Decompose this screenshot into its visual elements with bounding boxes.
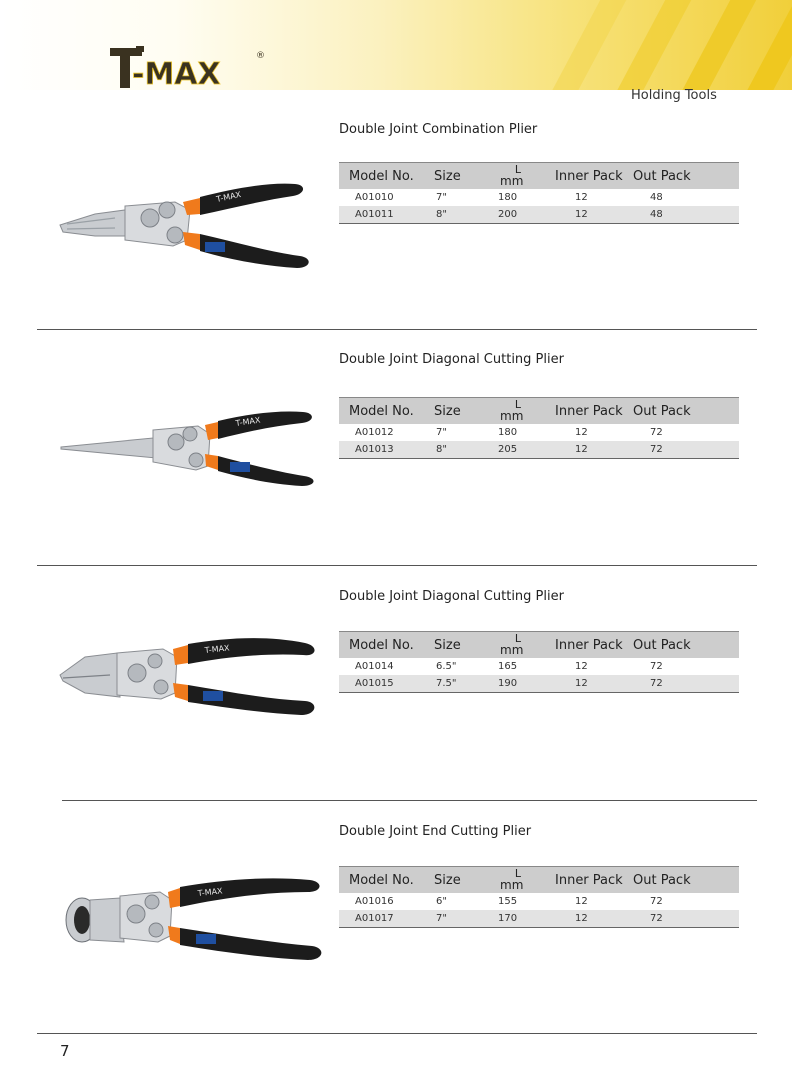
cell-inner-pack: 12 bbox=[575, 209, 588, 220]
spec-table-header bbox=[339, 397, 739, 424]
header-length-unit: mm bbox=[500, 878, 524, 892]
cell-model: A01012 bbox=[355, 427, 394, 438]
cell-size: 6.5" bbox=[436, 661, 457, 672]
header-length-symbol: L bbox=[514, 163, 522, 176]
spec-table-header bbox=[339, 866, 739, 893]
brand-logo bbox=[108, 44, 268, 92]
spec-table bbox=[339, 397, 739, 459]
section-title: Holding Tools bbox=[631, 88, 717, 103]
cell-inner-pack: 12 bbox=[575, 192, 588, 203]
product-title: Double Joint Combination Plier bbox=[339, 122, 538, 137]
cell-model: A01011 bbox=[355, 209, 394, 220]
handle-cert-badge bbox=[203, 691, 223, 701]
logo-text: -MAX bbox=[132, 57, 221, 92]
combination-plier-image bbox=[55, 180, 320, 275]
table-bottom-rule bbox=[339, 927, 739, 928]
header-inner-pack: Inner Pack bbox=[555, 873, 623, 888]
table-row bbox=[339, 424, 739, 441]
table-bottom-rule bbox=[339, 458, 739, 459]
handle-brand-mark: T-MAX bbox=[197, 886, 223, 898]
header-out-pack: Out Pack bbox=[633, 404, 691, 419]
header-length-symbol: L bbox=[514, 632, 522, 645]
cell-length: 180 bbox=[498, 427, 518, 438]
cell-inner-pack: 12 bbox=[575, 896, 588, 907]
cell-out-pack: 72 bbox=[650, 427, 663, 438]
table-bottom-rule bbox=[339, 692, 739, 693]
spec-table-header bbox=[339, 631, 739, 658]
cell-length: 200 bbox=[498, 209, 518, 220]
section-divider bbox=[37, 329, 757, 330]
table-row bbox=[339, 441, 739, 458]
header-model: Model No. bbox=[349, 404, 414, 419]
section-divider bbox=[37, 1033, 757, 1034]
cell-out-pack: 48 bbox=[650, 192, 663, 203]
handle-brand-mark: T-MAX bbox=[235, 415, 261, 428]
product-title: Double Joint Diagonal Cutting Plier bbox=[339, 589, 564, 604]
cell-out-pack: 72 bbox=[650, 896, 663, 907]
header-length-unit: mm bbox=[500, 643, 524, 657]
cell-length: 155 bbox=[498, 896, 518, 907]
header-model: Model No. bbox=[349, 169, 414, 184]
cell-length: 205 bbox=[498, 444, 518, 455]
header-size: Size bbox=[434, 169, 461, 184]
cell-model: A01013 bbox=[355, 444, 394, 455]
header-model: Model No. bbox=[349, 638, 414, 653]
cell-length: 180 bbox=[498, 192, 518, 203]
product-title: Double Joint Diagonal Cutting Plier bbox=[339, 352, 564, 367]
header-out-pack: Out Pack bbox=[633, 638, 691, 653]
section-divider bbox=[62, 800, 757, 801]
header-length-symbol: L bbox=[514, 867, 522, 880]
cell-length: 190 bbox=[498, 678, 518, 689]
spec-table bbox=[339, 866, 739, 928]
header-out-pack: Out Pack bbox=[633, 873, 691, 888]
header-out-pack: Out Pack bbox=[633, 169, 691, 184]
header-length-symbol: L bbox=[514, 398, 522, 411]
section-divider bbox=[37, 565, 757, 566]
cell-inner-pack: 12 bbox=[575, 427, 588, 438]
header-inner-pack: Inner Pack bbox=[555, 638, 623, 653]
cell-size: 7" bbox=[436, 192, 447, 203]
handle-cert-badge bbox=[205, 242, 225, 252]
registered-mark: ® bbox=[256, 51, 265, 61]
cell-size: 7.5" bbox=[436, 678, 457, 689]
page-number: 7 bbox=[60, 1042, 70, 1060]
cell-size: 8" bbox=[436, 444, 447, 455]
cell-out-pack: 72 bbox=[650, 913, 663, 924]
spec-table bbox=[339, 631, 739, 693]
cell-inner-pack: 12 bbox=[575, 444, 588, 455]
header-size: Size bbox=[434, 404, 461, 419]
cell-model: A01016 bbox=[355, 896, 394, 907]
cell-out-pack: 72 bbox=[650, 678, 663, 689]
header-inner-pack: Inner Pack bbox=[555, 169, 623, 184]
product-title: Double Joint End Cutting Plier bbox=[339, 824, 532, 839]
cell-size: 8" bbox=[436, 209, 447, 220]
end-cutter-image bbox=[60, 870, 328, 965]
long-nose-plier-image bbox=[58, 410, 323, 490]
cell-size: 6" bbox=[436, 896, 447, 907]
header-inner-pack: Inner Pack bbox=[555, 404, 623, 419]
handle-brand-mark: T-MAX bbox=[204, 643, 230, 655]
table-row bbox=[339, 910, 739, 927]
handle-brand-mark: T-MAX bbox=[215, 189, 242, 204]
cell-out-pack: 48 bbox=[650, 209, 663, 220]
header-size: Size bbox=[434, 873, 461, 888]
header-length-unit: mm bbox=[500, 409, 524, 423]
handle-cert-badge bbox=[196, 934, 216, 944]
table-bottom-rule bbox=[339, 223, 739, 224]
cell-size: 7" bbox=[436, 427, 447, 438]
handle-cert-badge bbox=[230, 462, 250, 472]
cell-out-pack: 72 bbox=[650, 444, 663, 455]
cell-model: A01014 bbox=[355, 661, 394, 672]
cell-inner-pack: 12 bbox=[575, 913, 588, 924]
cell-model: A01010 bbox=[355, 192, 394, 203]
table-row bbox=[339, 893, 739, 910]
cell-inner-pack: 12 bbox=[575, 661, 588, 672]
cell-size: 7" bbox=[436, 913, 447, 924]
table-row bbox=[339, 675, 739, 692]
header-length-unit: mm bbox=[500, 174, 524, 188]
cell-out-pack: 72 bbox=[650, 661, 663, 672]
cell-length: 170 bbox=[498, 913, 518, 924]
header-size: Size bbox=[434, 638, 461, 653]
spec-table-header bbox=[339, 162, 739, 189]
table-row bbox=[339, 189, 739, 206]
table-row bbox=[339, 206, 739, 223]
cell-model: A01017 bbox=[355, 913, 394, 924]
header-model: Model No. bbox=[349, 873, 414, 888]
spec-table bbox=[339, 162, 739, 224]
cell-model: A01015 bbox=[355, 678, 394, 689]
cell-inner-pack: 12 bbox=[575, 678, 588, 689]
table-row bbox=[339, 658, 739, 675]
diagonal-cutter-image bbox=[55, 635, 325, 720]
cell-length: 165 bbox=[498, 661, 518, 672]
